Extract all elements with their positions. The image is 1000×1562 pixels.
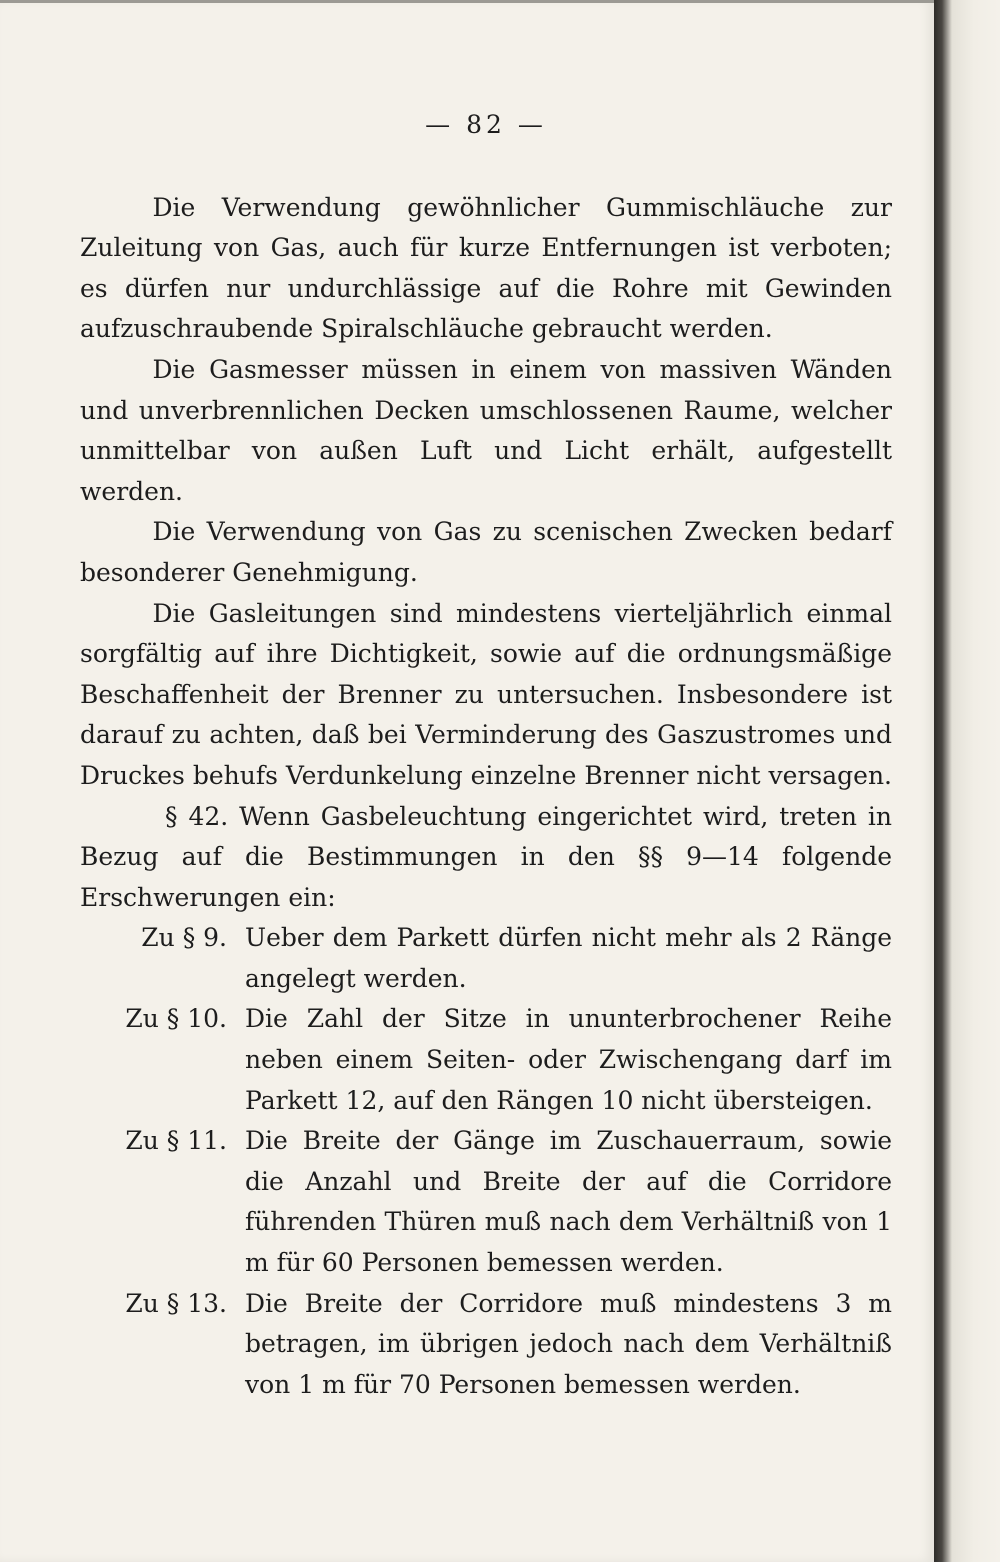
paragraph-gas-hoses: Die Verwendung gewöhnlicher Gummischläuche zur Zuleitung von Gas, auch für kurze Entfernungen ist verboten; es dürfen nur undurchlässige auf die Rohre mit Gewinden aufzuschraubende Spiralschläuche gebraucht werden. [80, 192, 892, 344]
paragraph-gas-inspection: Die Gasleitungen sind mindestens vierteljährlich einmal sorgfältig auf ihre Dichtigkeit, sowie auf die ordnungsmäßige Beschaffenheit der Brenner zu untersuchen. Insbesondere ist darauf zu achten, daß bei Verminderung des Gaszustromes und Druckes behufs Verdunkelung einzelne Brenner nicht versagen. [80, 598, 892, 790]
book-spine-shadow [934, 0, 1000, 1562]
entry-section-10 [80, 999, 892, 1121]
section-42: § 42. Wenn Gasbeleuchtung eingerichtet wird, treten in Bezug auf die Bestimmungen in den §§ 9—14 folgende Erschwerungen ein: [80, 801, 892, 912]
entry-text: Ueber dem Parkett dürfen nicht mehr als 2 Ränge angelegt werden. [245, 923, 892, 993]
entry-label: Zu § 11. [125, 1126, 227, 1156]
entry-section-9 [80, 918, 892, 999]
paragraph-gas-meters: Die Gasmesser müssen in einem von massiven Wänden und unverbrennlichen Decken umschlossenen Raume, welcher unmittelbar von außen Luft und Licht erhält, aufgestellt werden. [80, 354, 892, 506]
entry-text: Die Zahl der Sitze in ununterbrochener Reihe neben einem Seiten- oder Zwischengang darf im Parkett 12, auf den Rängen 10 nicht übersteigen. [245, 1004, 892, 1115]
page-text [80, 105, 892, 1405]
entry-label: Zu § 13. [125, 1288, 227, 1318]
entry-label: Zu § 10. [125, 1004, 227, 1034]
entry-text: Die Breite der Corridore muß mindestens 3 m betragen, im übrigen jedoch nach dem Verhältniß von 1 m für 70 Personen bemessen werden. [245, 1288, 892, 1399]
paragraph-scenic-gas: Die Verwendung von Gas zu scenischen Zwecken bedarf besonderer Genehmigung. [80, 517, 892, 587]
page-number: — 82 — [425, 110, 547, 139]
page-top-edge [0, 0, 934, 3]
entry-text: Die Breite der Gänge im Zuschauerraum, sowie die Anzahl und Breite der auf die Corridore führenden Thüren muß nach dem Verhältniß von 1 m für 60 Personen bemessen werden. [245, 1126, 892, 1278]
entry-section-11 [80, 1121, 892, 1283]
entry-label: Zu § 9. [141, 923, 227, 953]
entry-section-13 [80, 1284, 892, 1406]
